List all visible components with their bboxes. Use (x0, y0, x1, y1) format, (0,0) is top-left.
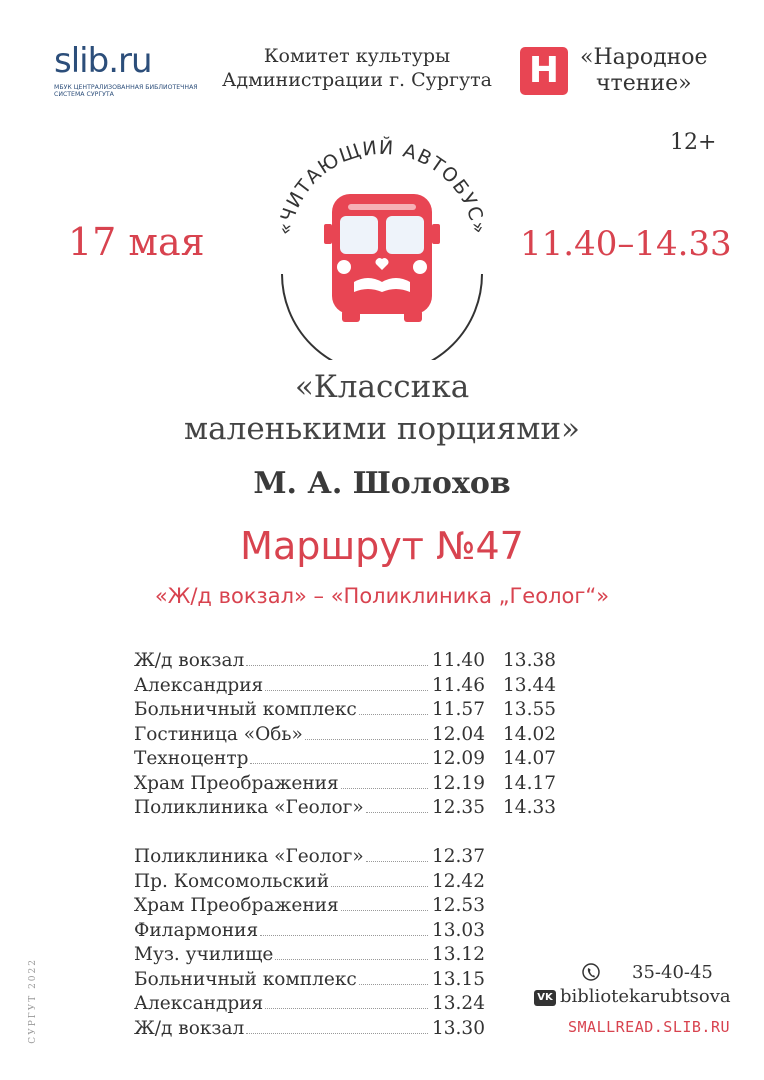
partner-line-1: «Народное (580, 45, 708, 70)
stop-name: Ж/д вокзал (134, 1017, 245, 1039)
schedule-row (134, 1018, 574, 1043)
departure-time-1: 12.19 (432, 772, 485, 794)
schedule-row (134, 650, 574, 675)
leader-dots (359, 969, 428, 985)
vk-handle[interactable]: bibliotekarubtsova (560, 986, 731, 1007)
schedule-row (134, 846, 574, 871)
schedule-row (134, 699, 574, 724)
departure-time-1: 11.40 (432, 650, 485, 671)
stop-name: Больничный комплекс (134, 699, 357, 720)
stop-name: Больничный комплекс (134, 968, 357, 990)
bus-icon (324, 194, 440, 322)
schedule-row (134, 969, 574, 994)
departure-time-2: 14.07 (503, 748, 556, 769)
departure-time: 12.37 (432, 846, 485, 867)
schedule-row (134, 773, 574, 798)
departure-time-2: 14.02 (503, 723, 556, 745)
schedule-row (134, 724, 574, 749)
departure-time-1: 12.04 (432, 723, 485, 745)
event-hours: 11.40–14.33 (520, 224, 732, 264)
stop-name: Поликлиника «Геолог» (134, 797, 364, 818)
leader-dots (246, 1018, 428, 1034)
leader-dots (250, 748, 428, 764)
stop-name: Техноцентр (134, 748, 249, 769)
leader-dots (341, 895, 428, 911)
departure-time-2: 14.17 (503, 772, 556, 794)
departure-time-2: 13.44 (503, 674, 556, 696)
departure-time-2: 13.55 (503, 699, 556, 720)
departure-time: 13.30 (432, 1017, 485, 1039)
committee-line-2: Администрации г. Сургута (222, 69, 492, 91)
city-year-label: СУРГУТ 2022 (28, 958, 38, 1044)
departure-time: 13.15 (432, 968, 485, 990)
slib-subtitle: МБУК ЦЕНТРАЛИЗОВАННАЯ БИБЛИОТЕЧНАЯ СИСТЕМА СУРГУТА (54, 84, 198, 98)
stop-name: Филармония (134, 919, 259, 941)
stop-name: Гостиница «Обь» (134, 723, 303, 745)
slib-wordmark: slib.ru (54, 41, 152, 81)
phone-number: 35-40-45 (632, 962, 713, 983)
series-title-line-2: маленькими порциями» (184, 411, 580, 447)
leader-dots (366, 846, 428, 862)
schedule-row (134, 748, 574, 773)
stop-name: Храм Преображения (134, 772, 339, 794)
schedule-return (134, 846, 574, 1042)
departure-time: 13.03 (432, 919, 485, 941)
leader-dots (359, 699, 428, 715)
age-rating: 12+ (670, 130, 717, 155)
schedule-forward (134, 650, 574, 822)
route-title: Маршрут №47 (240, 524, 524, 568)
departure-time-1: 12.09 (432, 748, 485, 769)
departure-time-1: 11.46 (432, 674, 485, 696)
schedule-row (134, 920, 574, 945)
leader-dots (265, 993, 428, 1009)
stop-name: Муз. училище (134, 944, 274, 965)
leader-dots (246, 650, 428, 666)
stop-name: Поликлиника «Геолог» (134, 846, 364, 867)
departure-time: 13.24 (432, 993, 485, 1014)
departure-time-2: 13.38 (503, 650, 556, 671)
phone-icon (582, 962, 600, 982)
departure-time: 12.42 (432, 870, 485, 892)
website-link[interactable]: SMALLREAD.SLIB.RU (568, 1018, 731, 1036)
departure-time-1: 12.35 (432, 797, 485, 818)
stop-name: Александрия (134, 993, 264, 1014)
schedule-row (134, 871, 574, 896)
reading-bus-emblem (260, 124, 504, 360)
leader-dots (275, 944, 428, 960)
departure-time: 12.53 (432, 895, 485, 916)
committee-title (218, 44, 496, 92)
departure-time-1: 11.57 (432, 699, 485, 720)
slib-logo (54, 40, 204, 112)
schedule-row (134, 797, 574, 822)
partner-line-2: чтение» (596, 71, 692, 96)
leader-dots (265, 675, 428, 691)
partner-title (580, 45, 708, 97)
schedule-row (134, 895, 574, 920)
event-date: 17 мая (68, 220, 205, 264)
schedule-row (134, 993, 574, 1018)
author-name: М. А. Шолохов (253, 466, 511, 501)
leader-dots (305, 724, 428, 740)
leader-dots (331, 871, 428, 887)
departure-time-2: 14.33 (503, 797, 556, 818)
leader-dots (260, 920, 428, 936)
departure-time: 13.12 (432, 944, 485, 965)
stop-name: Александрия (134, 674, 264, 696)
leader-dots (341, 773, 428, 789)
leader-dots (366, 797, 428, 813)
schedule-row (134, 944, 574, 969)
narodnoe-chtenie-logo-icon: Н (520, 47, 568, 95)
series-title-line-1: «Классика (294, 369, 470, 405)
committee-line-1: Комитет культуры (263, 45, 451, 67)
emblem-arc-text: «ЧИТАЮЩИЙ АВТОБУС» (273, 136, 491, 237)
stop-name: Пр. Комсомольский (134, 870, 330, 892)
schedule-row (134, 675, 574, 700)
series-title (0, 366, 764, 450)
route-subtitle: «Ж/д вокзал» – «Поликлиника „Геолог“» (154, 584, 610, 608)
stop-name: Храм Преображения (134, 895, 339, 916)
stop-name: Ж/д вокзал (134, 650, 245, 671)
vk-icon: VK (534, 990, 556, 1006)
